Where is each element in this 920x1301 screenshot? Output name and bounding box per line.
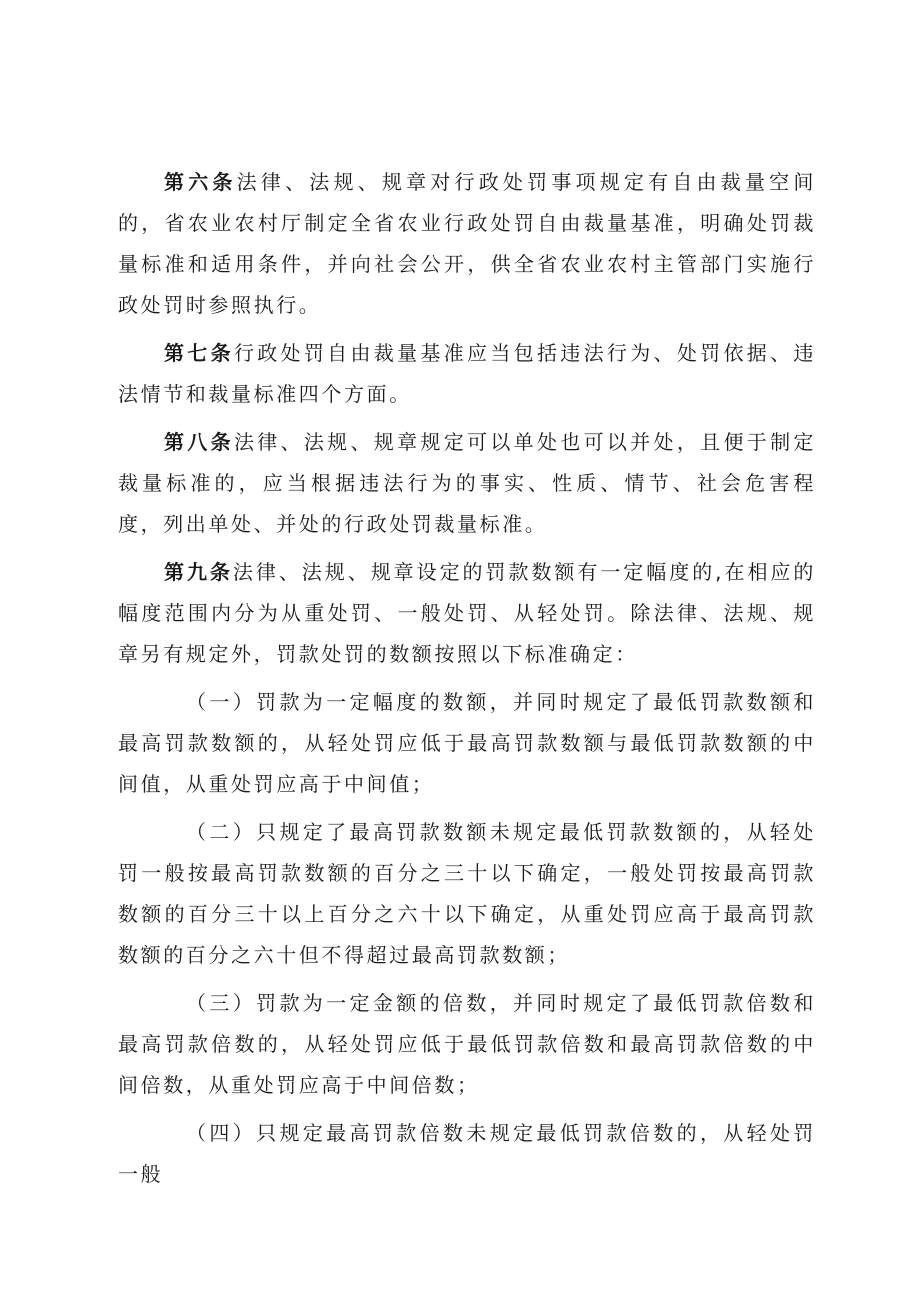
article-text: 法律、法规、规章规定可以单处也可以并处，且便于制定裁量标准的，应当根据违法行为的事实、性质、情节、社会危害程度，列出单处、并处的行政处罚裁量标准。 (118, 430, 816, 536)
article-7 (118, 333, 816, 415)
list-item-3: （三）罚款为一定金额的倍数，并同时规定了最低罚款倍数和最高罚款倍数的，从轻处罚应低于最低罚款倍数和最高罚款倍数的中间倍数，从重处罚应高于中间倍数； (118, 991, 816, 1097)
article-text: 法律、法规、规章设定的罚款数额有一定幅度的,在相应的幅度范围内分为从重处罚、一般处罚、从轻处罚。除法律、法规、规章另有规定外，罚款处罚的数额按照以下标准确定： (118, 560, 816, 666)
article-text: 行政处罚自由裁量基准应当包括违法行为、处罚依据、违法情节和裁量标准四个方面。 (118, 341, 816, 406)
article-9 (118, 552, 816, 675)
article-8 (118, 422, 816, 545)
article-heading: 第九条 (164, 560, 233, 584)
article-text: 法律、法规、规章对行政处罚事项规定有自由裁量空间的，省农业农村厅制定全省农业行政处罚自由裁量基准，明确处罚裁量标准和适用条件，并向社会公开，供全省农业农村主管部门实施行政处罚时参照执行。 (118, 170, 816, 317)
article-heading: 第八条 (164, 430, 234, 454)
list-item-4: （四）只规定最高罚款倍数未规定最低罚款倍数的，从轻处罚一般 (118, 1121, 816, 1186)
list-item-1: （一）罚款为一定幅度的数额，并同时规定了最低罚款数额和最高罚款数额的，从轻处罚应低于最高罚款数额与最低罚款数额的中间值，从重处罚应高于中间值； (118, 690, 816, 796)
document-body (118, 162, 816, 1202)
list-item-2: （二）只规定了最高罚款数额未规定最低罚款数额的，从轻处罚一般按最高罚款数额的百分之三十以下确定，一般处罚按最高罚款数额的百分三十以上百分之六十以下确定，从重处罚应高于最高罚款数额的百分之六十但不得超过最高罚款数额； (118, 820, 816, 967)
article-heading: 第六条 (164, 170, 237, 194)
article-6 (118, 162, 816, 326)
article-heading: 第七条 (164, 341, 234, 365)
